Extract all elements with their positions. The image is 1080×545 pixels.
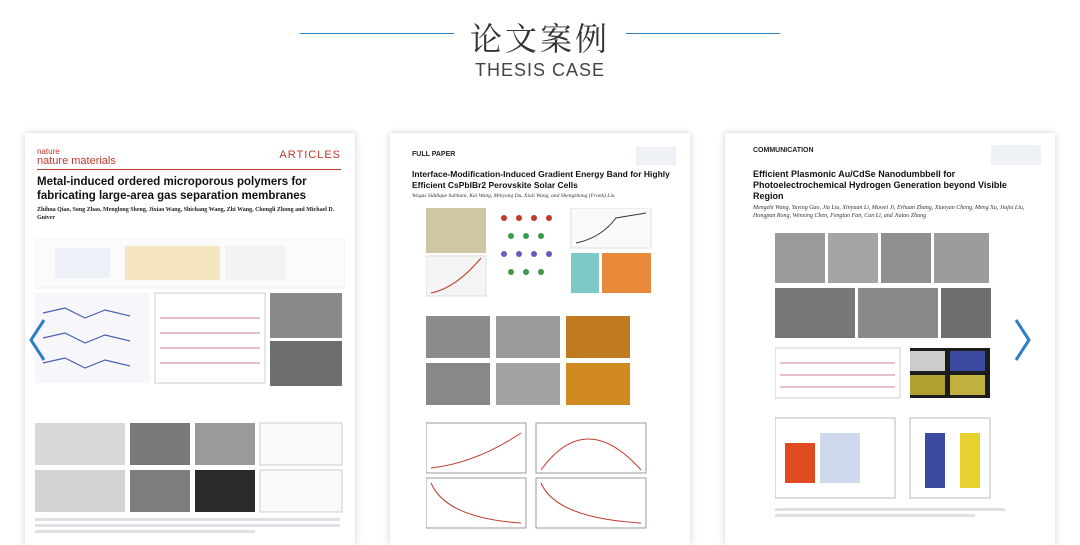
chevron-right-icon	[1012, 318, 1032, 362]
paper-title: Interface-Modification-Induced Gradient Energy Band for Highly Efficient CsPbIBr2 Perovskite Solar Cells	[412, 169, 670, 190]
paper-authors: Mengzhi Wang, Yuying Gao, Jia Liu, Xinyuan Li, Muwei Ji, Erhuan Zhang, Xiaoyan Cheng, Meng Xu, Jiajia Liu, Hongpan Rong, Wenxing Chen, Fengtao Fan, Can Li, and Jiatao Zhang	[753, 205, 1025, 219]
carousel-prev-button[interactable]	[28, 318, 48, 362]
section-header	[0, 0, 1080, 100]
paper-authors: Waqas Siddique Subhani, Kai Wang, Minyong Du, Xiuli Wang, and Shengzhong (Frank) Liu	[412, 193, 615, 199]
paper-card-1[interactable]	[25, 133, 355, 545]
section-title-cn: 论文案例	[469, 20, 610, 58]
chevron-left-icon	[28, 318, 48, 362]
journal-logo: nature nature materials	[37, 147, 116, 167]
figure-panels	[426, 208, 666, 533]
figure-panels	[775, 233, 1025, 533]
paper-card-2[interactable]	[390, 133, 690, 545]
paper-title: Metal-induced ordered microporous polymers for fabricating large-area gas separation membranes	[37, 176, 307, 202]
article-type-label: COMMUNICATION	[753, 147, 814, 154]
header-divider-right	[626, 33, 780, 34]
figure-panels	[35, 238, 345, 533]
article-type-label: ARTICLES	[279, 149, 341, 161]
journal-logo	[636, 147, 676, 165]
paper-card-3[interactable]	[725, 133, 1055, 545]
divider	[37, 169, 341, 170]
paper-title: Efficient Plasmonic Au/CdSe Nanodumbbell for Photoelectrochemical Hydrogen Generation beyond Visible Region	[753, 169, 1007, 201]
paper-authors: Zhihua Qiao, Song Zhao, Menglong Sheng, Jixiao Wang, Shichang Wang, Zhi Wang, Chongli Zhong and Michael D. Guiver	[37, 207, 335, 221]
article-type-label: FULL PAPER	[412, 151, 456, 158]
journal-logo	[991, 145, 1041, 165]
section-title-en: THESIS CASE	[474, 60, 606, 80]
carousel-next-button[interactable]	[1012, 318, 1032, 362]
